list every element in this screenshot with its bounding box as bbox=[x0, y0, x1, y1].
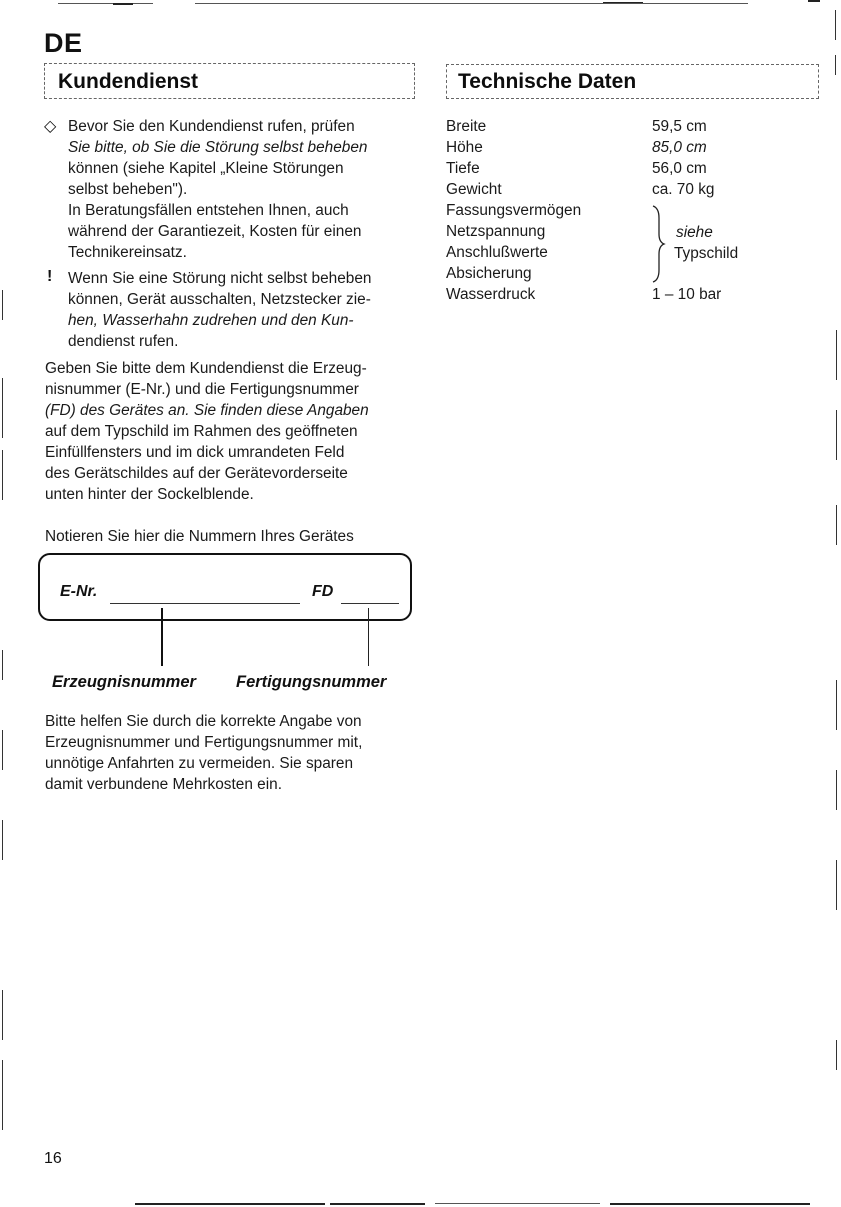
technische-daten-title: Technische Daten bbox=[458, 70, 637, 93]
text-line: während der Garantiezeit, Kosten für einen bbox=[68, 223, 362, 240]
scan-artifact-left bbox=[2, 378, 3, 438]
scan-artifact-bottom bbox=[610, 1203, 810, 1205]
diamond-bullet-icon: ◇ bbox=[44, 118, 57, 135]
scan-artifact-top bbox=[808, 0, 820, 2]
fd-label: FD bbox=[312, 583, 334, 600]
scan-artifact-right bbox=[836, 410, 837, 460]
kundendienst-title: Kundendienst bbox=[58, 70, 198, 93]
spec-label-hoehe: Höhe bbox=[446, 139, 483, 156]
scan-artifact-bottom bbox=[435, 1203, 600, 1204]
text-line: unnötige Anfahrten zu vermeiden. Sie sparen bbox=[45, 755, 354, 772]
scan-artifact-left bbox=[2, 650, 3, 680]
curly-brace-icon bbox=[650, 204, 666, 284]
fd-input[interactable] bbox=[341, 583, 399, 604]
scan-artifact-top bbox=[113, 3, 133, 5]
spec-label-netzspannung: Netzspannung bbox=[446, 223, 546, 240]
scan-artifact-left bbox=[2, 730, 3, 770]
text-line: auf dem Typschild im Rahmen des geöffneten bbox=[45, 423, 358, 440]
language-tag: DE bbox=[44, 28, 83, 58]
scan-artifact-left bbox=[2, 1060, 3, 1130]
text-line: Einfüllfensters und im dick umrandeten Feld bbox=[45, 444, 345, 461]
diamond-bullet-text bbox=[68, 116, 367, 263]
text-line: (FD) des Gerätes an. Sie finden diese Angaben bbox=[45, 402, 369, 419]
enr-input[interactable] bbox=[110, 583, 300, 604]
text-line: In Beratungsfällen entstehen Ihnen, auch bbox=[68, 202, 349, 219]
grouped-note-siehe: siehe bbox=[676, 224, 713, 241]
text-line: Geben Sie bitte dem Kundendienst die Erzeug- bbox=[45, 360, 367, 377]
text-line: Bevor Sie den Kundendienst rufen, prüfen bbox=[68, 118, 355, 135]
scan-artifact-left bbox=[2, 450, 3, 500]
scan-artifact-right bbox=[836, 860, 837, 910]
spec-label-breite: Breite bbox=[446, 118, 487, 135]
spec-value-wasserdruck: 1 – 10 bar bbox=[652, 286, 722, 303]
text-line: können (siehe Kapitel „Kleine Störungen bbox=[68, 160, 344, 177]
text-line: des Gerätschildes auf der Gerätevorderseite bbox=[45, 465, 348, 482]
scan-artifact-left bbox=[2, 290, 3, 320]
spec-label-gewicht: Gewicht bbox=[446, 181, 502, 198]
text-line: Wenn Sie eine Störung nicht selbst beheben bbox=[68, 270, 372, 287]
scan-artifact-top bbox=[58, 3, 153, 4]
spec-label-absicherung: Absicherung bbox=[446, 265, 532, 282]
scan-artifact-right bbox=[836, 680, 837, 730]
scan-artifact-bottom bbox=[330, 1203, 425, 1205]
spec-label-anschlusswerte: Anschlußwerte bbox=[446, 244, 548, 261]
fd-leader-line bbox=[368, 608, 369, 666]
scan-artifact-top bbox=[600, 3, 748, 4]
info-paragraph bbox=[45, 358, 369, 505]
fd-caption: Fertigungsnummer bbox=[236, 673, 387, 691]
scan-artifact-right bbox=[836, 1040, 837, 1070]
spec-label-wasserdruck: Wasserdruck bbox=[446, 286, 536, 303]
scan-artifact-right bbox=[835, 10, 836, 40]
warning-bullet-text bbox=[68, 268, 371, 352]
note-prompt: Notieren Sie hier die Nummern Ihres Gerätes bbox=[45, 528, 354, 545]
scan-artifact-left bbox=[2, 990, 3, 1040]
text-line: Bitte helfen Sie durch die korrekte Angabe von bbox=[45, 713, 362, 730]
text-line: selbst beheben"). bbox=[68, 181, 188, 198]
scan-artifact-right bbox=[835, 55, 836, 75]
spec-value-hoehe: 85,0 cm bbox=[652, 139, 707, 156]
text-line: hen, Wasserhahn zudrehen und den Kun- bbox=[68, 312, 354, 329]
text-line: dendienst rufen. bbox=[68, 333, 179, 350]
grouped-note-typschild: Typschild bbox=[674, 245, 739, 262]
spec-value-gewicht: ca. 70 kg bbox=[652, 181, 715, 198]
spec-label-fassungsvermoegen: Fassungsvermögen bbox=[446, 202, 582, 219]
closing-paragraph bbox=[45, 711, 362, 795]
enr-leader-line bbox=[161, 608, 163, 666]
text-line: Technikereinsatz. bbox=[68, 244, 187, 261]
scan-artifact-bottom bbox=[135, 1203, 325, 1205]
scan-artifact-top bbox=[390, 3, 465, 4]
text-line: Sie bitte, ob Sie die Störung selbst beheben bbox=[68, 139, 368, 156]
scan-artifact-left bbox=[2, 820, 3, 860]
spec-value-tiefe: 56,0 cm bbox=[652, 160, 707, 177]
spec-value-breite: 59,5 cm bbox=[652, 118, 707, 135]
text-line: nisnummer (E-Nr.) und die Fertigungsnummer bbox=[45, 381, 359, 398]
scan-artifact-right bbox=[836, 770, 837, 810]
scan-artifact-right bbox=[836, 505, 837, 545]
text-line: damit verbundene Mehrkosten ein. bbox=[45, 776, 282, 793]
enr-label: E-Nr. bbox=[60, 583, 98, 600]
text-line: können, Gerät ausschalten, Netzstecker zie- bbox=[68, 291, 371, 308]
text-line: Erzeugnisnummer und Fertigungsnummer mit, bbox=[45, 734, 363, 751]
page-number: 16 bbox=[44, 1150, 62, 1167]
spec-label-tiefe: Tiefe bbox=[446, 160, 480, 177]
text-line: unten hinter der Sockelblende. bbox=[45, 486, 254, 503]
exclamation-icon: ! bbox=[47, 268, 53, 285]
enr-caption: Erzeugnisnummer bbox=[52, 673, 196, 691]
scan-artifact-right bbox=[836, 330, 837, 380]
